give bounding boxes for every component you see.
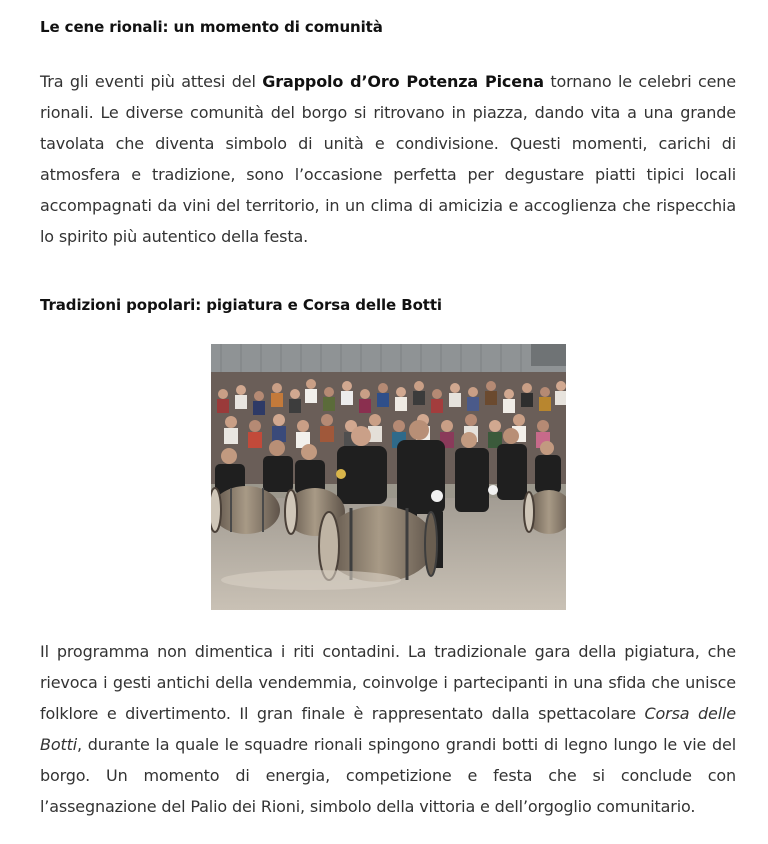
barrel-race-photo (211, 344, 566, 610)
paragraph-text: Tra gli eventi più attesi del (40, 72, 263, 91)
paragraph-text: tornano le celebri cene rionali. Le diverse comunità del borgo si ritrovano in piazza, dando vita a una grande tavolata che diventa simbolo di unità e condivisione. Questi momenti, carichi di atmosfera e tradizione, sono l’occasione perfetta per degustare piatti tipici locali accompagnati da vini del territorio, in un clima di amicizia e accoglienza che rispecchia lo spirito più autentico della festa. (40, 72, 736, 246)
paragraph-cene-rionali (40, 66, 736, 252)
section-heading-tradizioni: Tradizioni popolari: pigiatura e Corsa delle Botti (40, 296, 442, 314)
section-heading-cene-rionali: Le cene rionali: un momento di comunità (40, 18, 383, 36)
paragraph-text: Il programma non dimentica i riti contadini. La tradizionale gara della pigiatura, che rievoca i gesti antichi della vendemmia, coinvolge i partecipanti in una sfida che unisce folklore e divertimento. Il gran finale è rappresentato dalla spettacolare (40, 642, 736, 723)
event-name-italic: Corsa delle Botti (40, 704, 736, 754)
paragraph-tradizioni (40, 636, 736, 822)
paragraph-text: , durante la quale le squadre rionali spingono grandi botti di legno lungo le vie del borgo. Un momento di energia, competizione e festa che si conclude con l’assegnazione del Palio dei Rioni, simbolo della vittoria e dell’orgoglio comunitario. (40, 735, 736, 816)
event-name-bold: Grappolo d’Oro Potenza Picena (262, 72, 544, 91)
